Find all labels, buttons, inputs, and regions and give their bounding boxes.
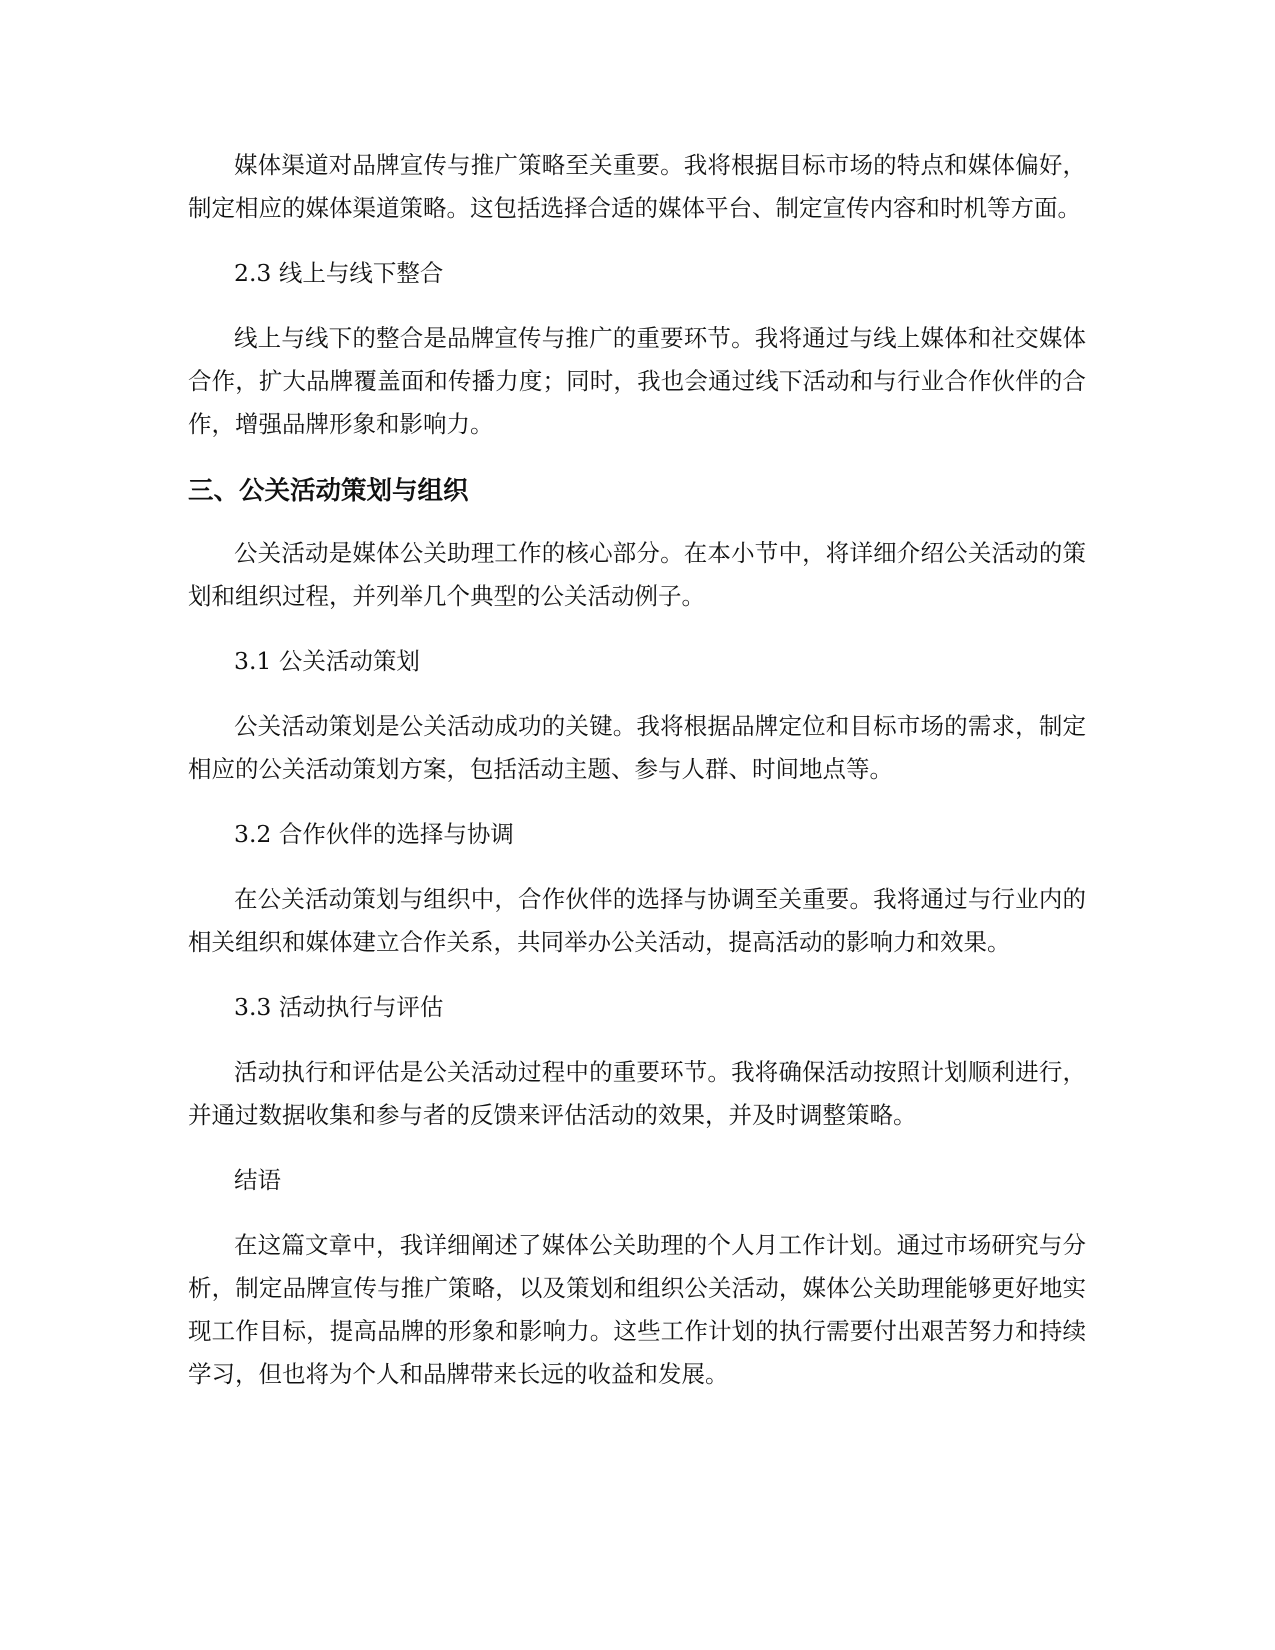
document-body xyxy=(188,144,1086,1418)
subheading-2-3: 2.3 线上与线下整合 xyxy=(234,259,444,287)
paragraph-media-channels: 媒体渠道对品牌宣传与推广策略至关重要。我将根据目标市场的特点和媒体偏好，制定相应的媒体渠道策略。这包括选择合适的媒体平台、制定宣传内容和时机等方面。 xyxy=(188,151,1086,222)
paragraph-execution: 活动执行和评估是公关活动过程中的重要环节。我将确保活动按照计划顺利进行，并通过数据收集和参与者的反馈来评估活动的效果，并及时调整策略。 xyxy=(188,1058,1086,1129)
section-title-3: 三、公关活动策划与组织 xyxy=(188,476,469,506)
subheading-3-1: 3.1 公关活动策划 xyxy=(234,647,420,675)
paragraph-pr-planning: 公关活动策划是公关活动成功的关键。我将根据品牌定位和目标市场的需求，制定相应的公关活动策划方案，包括活动主题、参与人群、时间地点等。 xyxy=(188,712,1086,783)
subheading-3-2: 3.2 合作伙伴的选择与协调 xyxy=(234,820,514,848)
subheading-3-3: 3.3 活动执行与评估 xyxy=(234,993,444,1021)
paragraph-conclusion: 在这篇文章中，我详细阐述了媒体公关助理的个人月工作计划。通过市场研究与分析，制定品牌宣传与推广策略，以及策划和组织公关活动，媒体公关助理能够更好地实现工作目标，提高品牌的形象和影响力。这些工作计划的执行需要付出艰苦努力和持续学习，但也将为个人和品牌带来长远的收益和发展。 xyxy=(188,1231,1086,1388)
subheading-conclusion: 结语 xyxy=(234,1166,281,1194)
paragraph-online-offline: 线上与线下的整合是品牌宣传与推广的重要环节。我将通过与线上媒体和社交媒体合作，扩大品牌覆盖面和传播力度；同时，我也会通过线下活动和与行业合作伙伴的合作，增强品牌形象和影响力。 xyxy=(188,324,1086,438)
paragraph-pr-intro: 公关活动是媒体公关助理工作的核心部分。在本小节中，将详细介绍公关活动的策划和组织过程，并列举几个典型的公关活动例子。 xyxy=(188,539,1086,610)
paragraph-partners: 在公关活动策划与组织中，合作伙伴的选择与协调至关重要。我将通过与行业内的相关组织和媒体建立合作关系，共同举办公关活动，提高活动的影响力和效果。 xyxy=(188,885,1086,956)
